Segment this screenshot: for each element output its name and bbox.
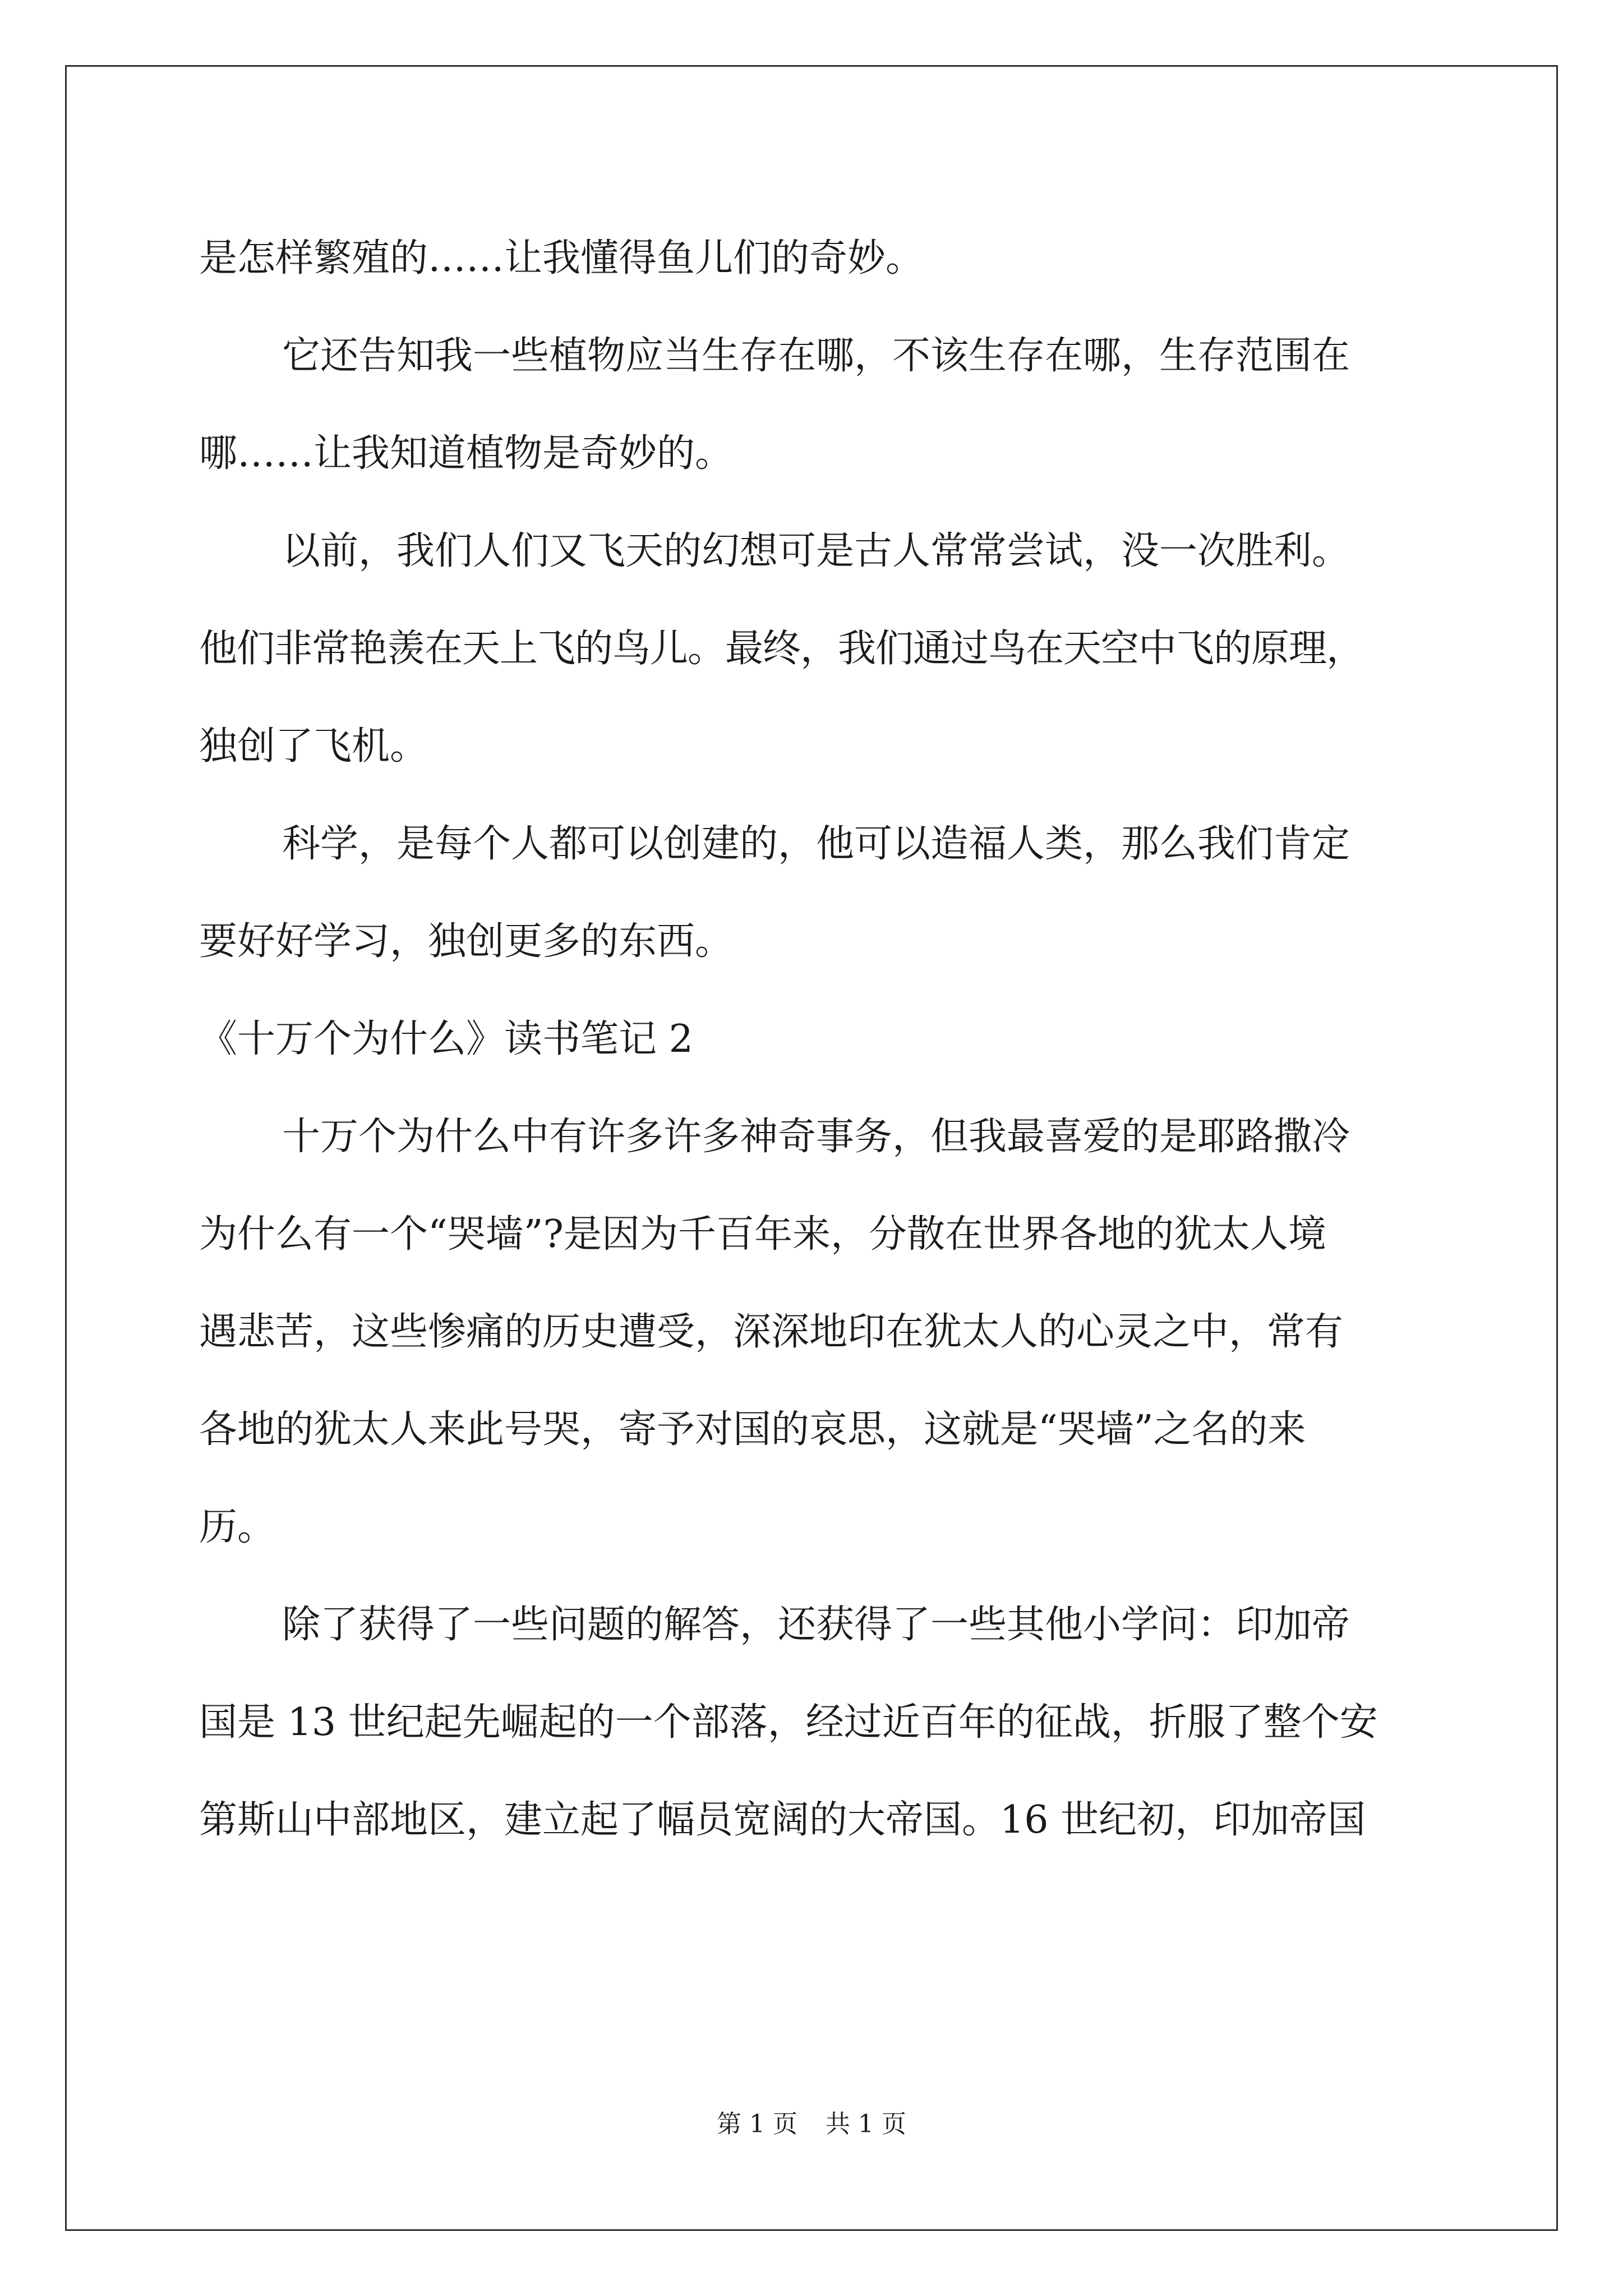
page-footer bbox=[0, 2104, 1623, 2139]
page-total: 共 1 页 bbox=[826, 2110, 906, 2138]
text-line: 历。 bbox=[199, 1505, 276, 1549]
paragraph-first-line: 它还告知我一些植物应当生存在哪，不该生存在哪，生存范围在 bbox=[282, 334, 1350, 378]
text-line: 是怎样繁殖的……让我懂得鱼儿们的奇妙。 bbox=[199, 236, 924, 280]
paragraph-first-line: 以前，我们人们又飞天的幻想可是古人常常尝试，没一次胜利。 bbox=[282, 529, 1350, 573]
text-line: 第斯山中部地区，建立起了幅员宽阔的大帝国。16 世纪初，印加帝国 bbox=[199, 1798, 1366, 1842]
text-line: 为什么有一个“哭墙”?是因为千百年来，分散在世界各地的犹太人境 bbox=[199, 1212, 1326, 1257]
text-line: 遇悲苦，这些惨痛的历史遭受，深深地印在犹太人的心灵之中，常有 bbox=[199, 1310, 1344, 1354]
text-line: 要好好学习，独创更多的东西。 bbox=[199, 919, 734, 964]
text-line: 他们非常艳羡在天上飞的鸟儿。最终，我们通过鸟在天空中飞的原理， bbox=[199, 627, 1364, 671]
text-line: 独创了飞机。 bbox=[199, 724, 428, 769]
document-body bbox=[199, 210, 1455, 1869]
paragraph-first-line: 十万个为什么中有许多许多神奇事务，但我最喜爱的是耶路撒冷 bbox=[282, 1115, 1350, 1159]
page-number: 第 1 页 bbox=[717, 2110, 797, 2138]
text-line: 哪……让我知道植物是奇妙的。 bbox=[199, 431, 734, 476]
section-heading: 《十万个为什么》读书笔记 2 bbox=[199, 1017, 693, 1061]
paragraph-first-line: 科学，是每个人都可以创建的，他可以造福人类，那么我们肯定 bbox=[282, 822, 1350, 866]
paragraph-first-line: 除了获得了一些问题的解答，还获得了一些其他小学问：印加帝 bbox=[282, 1603, 1350, 1647]
text-line: 国是 13 世纪起先崛起的一个部落，经过近百年的征战，折服了整个安 bbox=[199, 1700, 1378, 1745]
text-line: 各地的犹太人来此号哭，寄予对国的哀思，这就是“哭墙”之名的来 bbox=[199, 1407, 1306, 1452]
